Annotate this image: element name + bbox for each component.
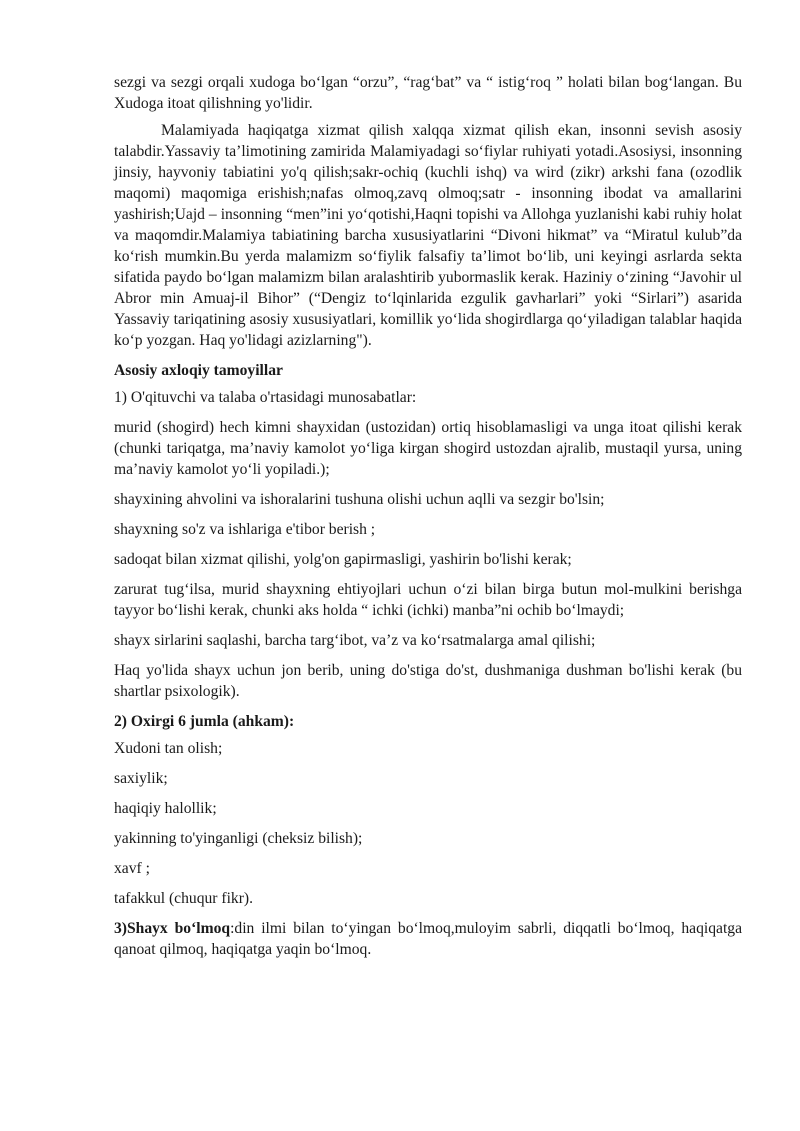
document-page	[114, 72, 742, 969]
list-item: saxiylik;	[114, 770, 168, 787]
paragraph: shayxning so'z va ishlariga e'tibor berish ;	[114, 521, 376, 538]
list-item: Xudoni tan olish;	[114, 740, 223, 757]
paragraph-text: :din ilmi bilan to‘yingan bo‘lmoq,muloyim sabrli, diqqatli bo‘lmoq, haqiqatga qanoat qilmoq, haqiqatga yaqin bo‘lmoq.	[114, 920, 742, 958]
paragraph: Haq yo'lida shayx uchun jon berib, uning do'stiga do'st, dushmaniga dushman bo'lishi kerak (bu shartlar psixologik).	[114, 662, 742, 700]
paragraph: sadoqat bilan xizmat qilishi, yolg'on gapirmasligi, yashirin bo'lishi kerak;	[114, 551, 572, 568]
paragraph	[114, 918, 742, 960]
paragraph: shayxining ahvolini va ishoralarini tushuna olishi uchun aqlli va sezgir bo'lsin;	[114, 491, 605, 508]
paragraph: Malamiyada haqiqatga xizmat qilish xalqqa xizmat qilish ekan, insonni sevish asosiy talabdir.Yassaviy ta’limotining zamirida Malamiyadagi so‘fiylar ruhiyati yotadi.Asosiysi, insonning jinsiy, hayvoniy tabiatini yo'q qilish;sakr-ochiq (kuchli ishq) va wird (zikr) arkshi fana (ozodlik maqomi) maqomiga erishish;nafas olmoq,zavq olmoq;satr - insonning ibodat va amallarini yashirish;Uajd – insonning “men”ini yo‘qotishi,Haqni topishi va Allohga yuzlanishi kabi ruhiy holat va maqomdir.Malamiya tabiatining barcha xususiyatlarini “Divoni hikmat” va “Miratul kulub”da ko‘rish mumkin.Bu yerda malamizm so‘fiylik falsafiy ta’limot bo‘lib, uni keyingi asrlarda sekta sifatida paydo bo‘lgan malamizm bilan aralashtirib yubormaslik kerak. Haziniy o‘zining “Javohir ul Abror min Amuaj-il Bihor” (“Dengiz to‘lqinlarida ezgulik gavharlari” yoki “Sirlari”) asarida Yassaviy tariqatining asosiy xususiyatlari, komillik yo‘lida shogirdlarga qo‘yiladigan talablar haqida ko‘p yozgan. Haq yo'lidagi azizlarning").	[114, 122, 742, 349]
section-heading: 2) Oxirgi 6 jumla (ahkam):	[114, 713, 295, 730]
list-item: haqiqiy halollik;	[114, 800, 217, 817]
section-heading: Asosiy axloqiy tamoyillar	[114, 362, 283, 379]
paragraph: murid (shogird) hech kimni shayxidan (ustozidan) ortiq hisoblamasligi va unga itoat qilishi kerak (chunki tariqatga, ma’naviy kamolot yo‘liga kirgan shogird ustozdan ajralib, mustaqil yursa, uning ma’naviy kamolot yo‘li yopiladi.);	[114, 419, 742, 478]
list-item: yakinning to'yinganligi (cheksiz bilish);	[114, 830, 363, 847]
list-item: tafakkul (chuqur fikr).	[114, 890, 253, 907]
paragraph: sezgi va sezgi orqali xudoga bo‘lgan “orzu”, “rag‘bat” va “ istig‘roq ” holati bilan bog‘langan. Bu Xudoga itoat qilishning yo'lidir.	[114, 74, 742, 112]
paragraph: zarurat tug‘ilsa, murid shayxning ehtiyojlari uchun o‘zi bilan birga butun mol-mulkini berishga tayyor bo‘lishi kerak, chunki aks holda “ ichki (ichki) manba”ni ochib bo‘lmaydi;	[114, 581, 742, 619]
paragraph: shayx sirlarini saqlashi, barcha targ‘ibot, va’z va ko‘rsatmalarga amal qilishi;	[114, 632, 596, 649]
bold-term: 3)Shayx bo‘lmoq	[114, 920, 231, 937]
list-item: xavf ;	[114, 860, 150, 877]
paragraph: 1) O'qituvchi va talaba o'rtasidagi munosabatlar:	[114, 389, 417, 406]
